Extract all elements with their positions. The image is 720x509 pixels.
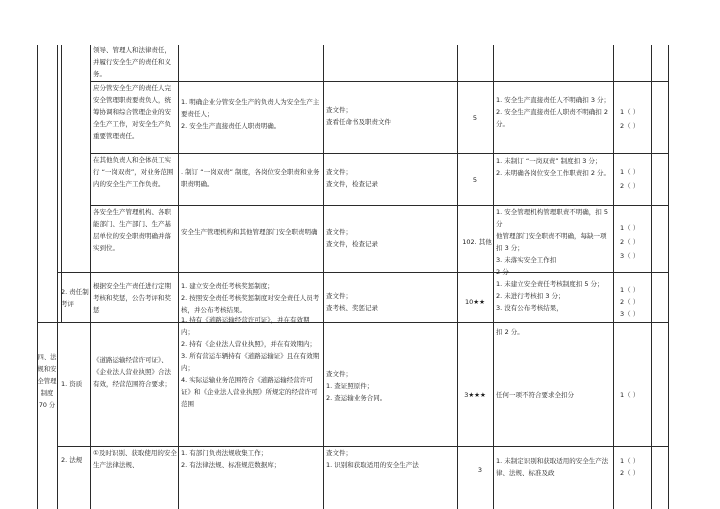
- row2-mark-1: 1（ ）: [620, 108, 640, 116]
- row4-mark-2: 2（ ）: [620, 238, 640, 246]
- row3-mark-1: 1（ ）: [620, 168, 640, 176]
- row5-mark-1: 1（ ）: [620, 286, 640, 294]
- row4-deduct-text: 1. 安全管理机构管理职责不明确，扣 5 分 他管理部门安全职责不明确，每缺一项扣 3 分； 3. 未落实安全工作扣 2 分: [496, 208, 608, 276]
- row6-mark-1: 1（ ）: [620, 391, 640, 399]
- row4-item-text: 各安全生产管理机构、各职能部门、生产部门、生产基层单位的安全职责明确并落实到位。: [93, 208, 171, 252]
- row5-method-text: 查文件； 查考核、奖惩记录: [326, 292, 378, 312]
- row7-mark-2: 2（ ）: [620, 469, 640, 477]
- row7-subcategory: 2. 法规: [61, 456, 83, 464]
- row5-score: 10★★: [465, 298, 485, 306]
- row5-subcategory: 2. 责任制考评: [61, 288, 89, 308]
- row6-score: 3★★★: [464, 391, 486, 399]
- row6-subcategory: 1. 资质: [61, 380, 83, 388]
- row5-deduct-text: 1. 未建立安全责任考核制度扣 5 分； 2. 未进行考核扣 3 分； 3. 没有公布考核结果，: [496, 280, 604, 312]
- section-heading: 四、法规和安全管理制度 70 分: [37, 354, 57, 409]
- row4-method-text: 查文件； 查文件，检查记录: [326, 228, 378, 248]
- row7-score: 3: [477, 466, 483, 474]
- row3-mark-2: 2（ ）: [620, 182, 640, 190]
- row2-score: 5: [472, 114, 478, 122]
- row7-standard-text: 1. 有部门负责法规收集工作； 2. 有法律法规、标准规范数据库；: [181, 449, 281, 469]
- row3-score: 5: [472, 176, 478, 184]
- row4-mark-1: 1（ ）: [620, 224, 640, 232]
- row7-deduct-text: 1. 未制定识别和获取适用的安全生产法律、法规、标准及政: [496, 457, 609, 477]
- row6-method-text: 查文件； 1. 查证照原件； 2. 查运输业务合同。: [326, 370, 387, 402]
- row5-standard-text: 1. 建立安全责任考核奖惩制度； 2. 按照安全责任考核奖惩制度对安全责任人员考核，并公布考核结果。: [181, 282, 320, 314]
- row4-score: 102. 其他: [462, 238, 492, 246]
- row5-mark-2: 2（ ）: [620, 298, 640, 306]
- row1-item-text: 领导、管理人和法律责任，并履行安全生产的责任和义务。: [93, 46, 171, 78]
- row2-mark-2: 2（ ）: [620, 122, 640, 130]
- row3-method-text: 查文件； 查文件，检查记录: [326, 168, 378, 188]
- row5-mark-3: 3（ ）: [620, 310, 640, 318]
- row2-standard-text: 1. 明确企业分管安全生产的负责人为安全生产主要责任人； 2. 安全生产直接责任人职责明确。: [181, 98, 320, 130]
- row6-standard-text: 1. 持有《道路运输经营许可证》，并在有效期内； 2. 持有《企业法人营业执照》，并在有效期内； 3. 所有营运车辆持有《道路运输证》且在有效期内； 4. 实际运输业务范围符合《道路运输经营许可证》和《企业法人营业执照》所规定的经营许可范围: [181, 316, 320, 408]
- row4-mark-3: 3（ ）: [620, 252, 640, 260]
- row3-deduct-text: 1. 未制订 “一岗双责” 制度扣 3 分； 2. 未明确各岗位安全工作职责扣 2 分。: [496, 157, 611, 177]
- row6-item-text: 《道路运输经营许可证》、《企业法人营业执照》合法有效，经营范围符合要求；: [93, 356, 171, 388]
- row3-item-text: 在其他负责人和全体员工实行 “一岗双责”，对业务范围内的安全生产工作负责。: [93, 156, 174, 188]
- row2-item-text: 应分管安全生产的责任人完安全管理职责要责负人，统筹协调和综合管理企业的安全生产工作，对安全生产负重要管理责任。: [93, 84, 171, 140]
- row2-deduct-text: 1. 安全生产直接责任人不明确扣 3 分； 2. 安全生产直接责任人职责不明确扣 2 分。: [496, 96, 611, 128]
- row3-standard-text: . 制订 “一岗双责” 制度，各岗位安全职责和业务职责明确。: [181, 168, 320, 188]
- row7-mark-1: 1（ ）: [620, 457, 640, 465]
- row4-standard-text: 安全生产管理机构和其他管理部门安全职责明确: [181, 228, 318, 236]
- row7-method-text: 查文件； 1. 识别和获取适用的安全生产法: [326, 449, 419, 469]
- row5-item-text: 根据安全生产责任进行定期考核和奖惩，公告考评和奖惩: [93, 282, 171, 314]
- row6-deduct-top-text: 扣 2 分。: [496, 328, 524, 336]
- row6-deduct-text: 任何一项不符合要求全扣分: [496, 391, 574, 399]
- row7-item-text: ①及时识别、获取使用的安全生产法律法规、: [93, 449, 177, 469]
- row2-method-text: 查文件； 查看任命书及职责文件: [326, 106, 391, 126]
